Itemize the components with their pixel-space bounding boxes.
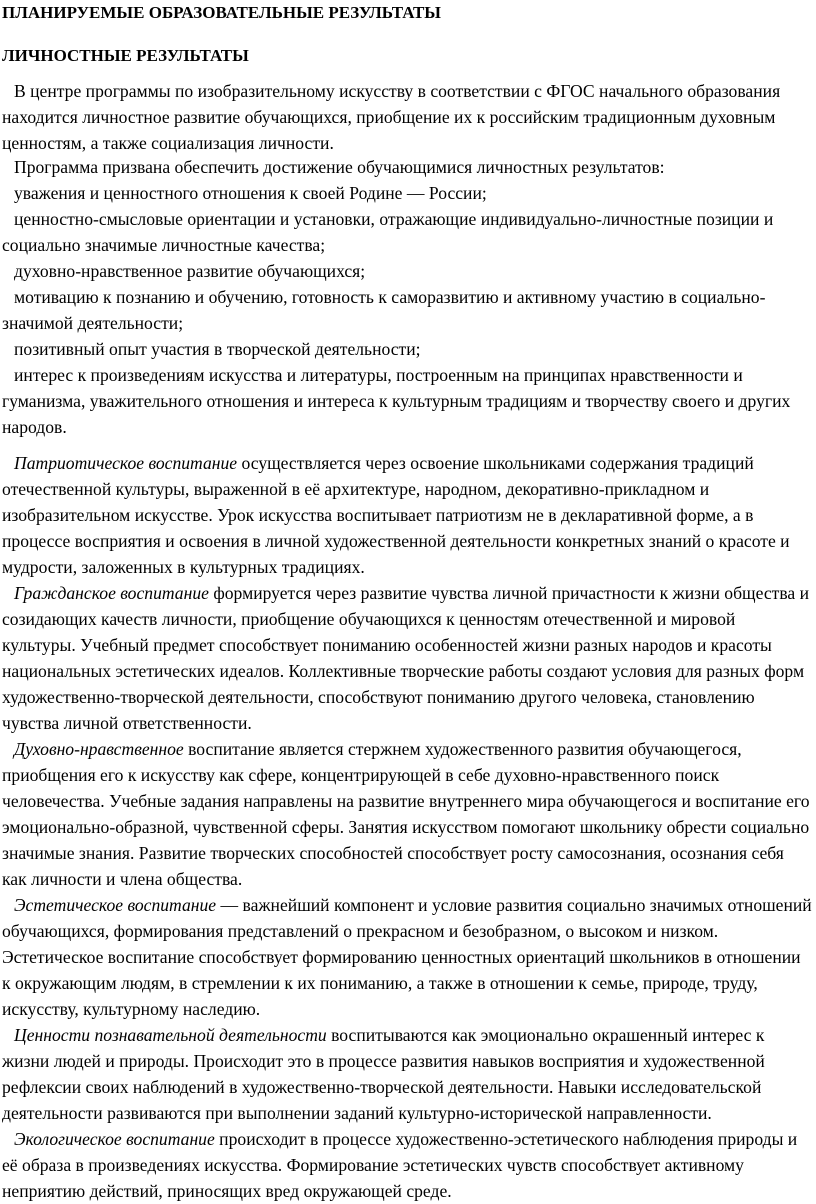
section-civic bbox=[2, 580, 812, 736]
section-ecological bbox=[2, 1126, 812, 1204]
section-term: Экологическое воспитание bbox=[14, 1129, 215, 1149]
section-text: происходит в процессе художественно-эстетического наблюдения природы и её образа в произведениях искусства. Формирование эстетических чувств способствует активному неприятию действий, приносящих вред окружающей среде. bbox=[2, 1129, 798, 1201]
result-item: уважения и ценностного отношения к своей Родине — России; bbox=[14, 183, 487, 203]
section-aesthetic bbox=[2, 892, 812, 1022]
section-text: формируется через развитие чувства личной причастности к жизни общества и созидающих качеств личности, приобщение обучающихся к ценностям отечественной и мировой культуры. Учебный предмет способствует пониманию особенностей жизни разных народов и красоты национальных эстетических идеалов. Коллективные творческие работы создают условия для разных форм художественно-творческой деятельности, способствуют пониманию другого человека, становлению чувства личной ответственности. bbox=[2, 583, 810, 733]
program-lead: Программа призвана обеспечить достижение обучающимися личностных результатов: bbox=[14, 157, 665, 177]
section-text: осуществляется через освоение школьниками содержания традиций отечественной культуры, выраженной в её архитектуре, народном, декоративно-прикладном и изобразительном искусстве. Урок искусства воспитывает патриотизм не в декларативной форме, а в процессе восприятия и освоения в личной художественной деятельности конкретных знаний о красоте и мудрости, заложенных в культурных традициях. bbox=[2, 453, 790, 577]
section-term: Ценности познавательной деятельности bbox=[14, 1025, 327, 1045]
main-heading: ПЛАНИРУЕМЫЕ ОБРАЗОВАТЕЛЬНЫЕ РЕЗУЛЬТАТЫ bbox=[2, 3, 442, 22]
result-item: ценностно-смысловые ориентации и установки, отражающие индивидуально-личностные позиции и социально значимые личностные качества; bbox=[2, 209, 774, 255]
section-cognitive bbox=[2, 1022, 812, 1126]
intro-paragraph: В центре программы по изобразительному искусству в соответствии с ФГОС начального образования находится личностное развитие обучающихся, приобщение их к российским традиционным духовным ценностям, а также социализация личности. bbox=[2, 81, 781, 153]
result-item: духовно-нравственное развитие обучающихся; bbox=[14, 261, 366, 281]
section-text: воспитываются как эмоционально окрашенный интерес к жизни людей и природы. Происходит это в процессе развития навыков восприятия и художественной рефлексии своих наблюдений в художественно-творческой деятельности. Навыки исследовательской деятельности развиваются при выполнении заданий культурно-исторической направленности. bbox=[2, 1025, 765, 1123]
personal-results-heading: ЛИЧНОСТНЫЕ РЕЗУЛЬТАТЫ bbox=[2, 46, 249, 65]
section-term: Патриотическое воспитание bbox=[14, 453, 238, 473]
section-spiritual bbox=[2, 736, 812, 892]
section-patriotic bbox=[2, 450, 812, 580]
section-term: Духовно-нравственное bbox=[14, 739, 184, 759]
section-text: воспитание является стержнем художественного развития обучающегося, приобщения его к искусству как сфере, концентрирующей в себе духовно-нравственного поиск человечества. Учебные задания направлены на развитие внутреннего мира обучающегося и воспитание его эмоционально-образной, чувственной сферы. Занятия искусством помогают школьнику обрести социально значимые знания. Развитие творческих способностей способствует росту самосознания, осознания себя как личности и члена общества. bbox=[2, 739, 810, 889]
result-item: мотивацию к познанию и обучению, готовность к саморазвитию и активному участию в социально-значимой деятельности; bbox=[2, 287, 766, 333]
result-item: интерес к произведениям искусства и литературы, построенным на принципах нравственности и гуманизма, уважительного отношения и интереса к культурным традициям и творчеству своего и других народов. bbox=[2, 365, 791, 437]
result-item: позитивный опыт участия в творческой деятельности; bbox=[14, 339, 421, 359]
section-text: — важнейший компонент и условие развития социально значимых отношений обучающихся, формирования представлений о прекрасном и безобразном, о высоком и низком. Эстетическое воспитание способствует формированию ценностных ориентаций школьников в отношении к окружающим людям, в стремлении к их пониманию, а также в отношении к семье, природе, труду, искусству, культурному наследию. bbox=[2, 895, 812, 1019]
section-term: Эстетическое воспитание bbox=[14, 895, 217, 915]
section-term: Гражданское воспитание bbox=[14, 583, 209, 603]
